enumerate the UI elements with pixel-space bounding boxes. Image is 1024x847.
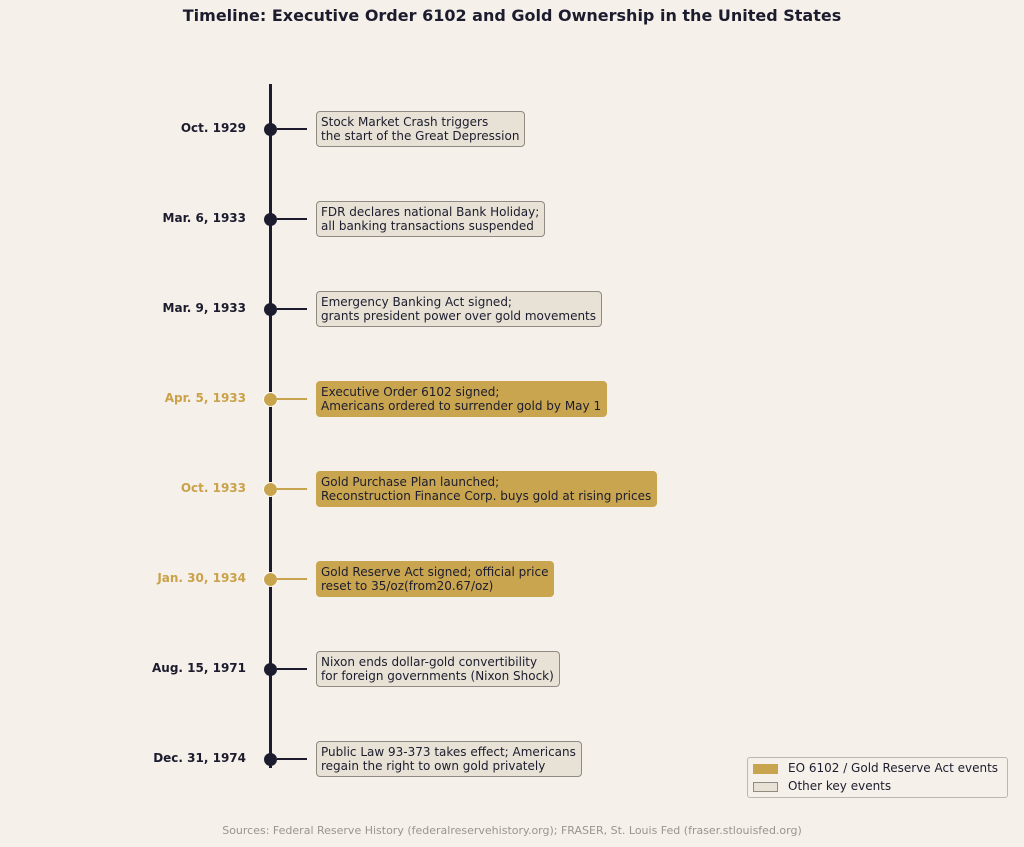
- event-description-box: [316, 741, 582, 777]
- legend-label-gold: EO 6102 / Gold Reserve Act events: [788, 761, 999, 775]
- event-marker: [264, 663, 277, 676]
- event-description-line1: Executive Order 6102 signed;: [321, 385, 500, 399]
- event-description-line2: for foreign governments (Nixon Shock): [321, 669, 554, 683]
- legend-swatch-other: [753, 782, 778, 792]
- event-connector: [277, 128, 307, 130]
- event-connector: [277, 488, 307, 490]
- event-connector: [277, 308, 307, 310]
- event-date: Mar. 9, 1933: [162, 301, 246, 315]
- event-date: Jan. 30, 1934: [157, 571, 246, 585]
- event-connector: [277, 218, 307, 220]
- event-marker: [264, 303, 277, 316]
- event-description-line1: Nixon ends dollar-gold convertibility: [321, 655, 538, 669]
- event-connector: [277, 398, 307, 400]
- event-description-line2: reset to 35/oz(from20.67/oz): [321, 579, 494, 593]
- legend: [747, 757, 1008, 798]
- event-description-line1: FDR declares national Bank Holiday;: [321, 205, 540, 219]
- event-description-line1: Gold Purchase Plan launched;: [321, 475, 500, 489]
- event-date: Oct. 1929: [180, 121, 246, 135]
- timeline-event: [0, 199, 1024, 239]
- event-connector: [277, 578, 307, 580]
- event-marker: [264, 753, 277, 766]
- event-description-line2: Americans ordered to surrender gold by May 1: [321, 399, 602, 413]
- event-connector: [277, 668, 307, 670]
- event-date: Aug. 15, 1971: [152, 661, 246, 675]
- event-description-box: [316, 201, 545, 237]
- event-description-line2: Reconstruction Finance Corp. buys gold at rising prices: [321, 489, 652, 503]
- timeline-event: [0, 379, 1024, 419]
- event-description-box: [316, 291, 602, 327]
- event-description-box: [316, 471, 657, 507]
- event-description-line1: Gold Reserve Act signed; official price: [321, 565, 549, 579]
- event-marker: [263, 572, 278, 587]
- event-description-line1: Emergency Banking Act signed;: [321, 295, 512, 309]
- event-date: Oct. 1933: [180, 481, 246, 495]
- timeline-event: [0, 109, 1024, 149]
- event-description-line1: Stock Market Crash triggers: [321, 115, 489, 129]
- legend-swatch-gold: [753, 764, 778, 774]
- event-description-line2: grants president power over gold movements: [321, 309, 597, 323]
- chart-title: Timeline: Executive Order 6102 and Gold Ownership in the United States: [182, 6, 842, 25]
- event-description-line2: the start of the Great Depression: [321, 129, 520, 143]
- event-date: Mar. 6, 1933: [162, 211, 246, 225]
- event-description-line2: regain the right to own gold privately: [321, 759, 546, 773]
- event-description-box: [316, 381, 607, 417]
- timeline-event: [0, 649, 1024, 689]
- timeline-event: [0, 289, 1024, 329]
- event-connector: [277, 758, 307, 760]
- event-marker: [264, 213, 277, 226]
- timeline-event: [0, 559, 1024, 599]
- event-marker: [263, 392, 278, 407]
- event-marker: [263, 482, 278, 497]
- legend-label-other: Other key events: [788, 779, 892, 793]
- event-description-box: [316, 561, 554, 597]
- event-date: Dec. 31, 1974: [153, 751, 246, 765]
- event-date: Apr. 5, 1933: [164, 391, 246, 405]
- event-description-line2: all banking transactions suspended: [321, 219, 534, 233]
- sources-note: Sources: Federal Reserve History (federalreservehistory.org); FRASER, St. Louis Fed (fraser.stlouisfed.org): [222, 824, 802, 837]
- event-description-box: [316, 651, 560, 687]
- event-description-line1: Public Law 93-373 takes effect; Americans: [321, 745, 576, 759]
- timeline-event: [0, 469, 1024, 509]
- event-marker: [264, 123, 277, 136]
- event-description-box: [316, 111, 525, 147]
